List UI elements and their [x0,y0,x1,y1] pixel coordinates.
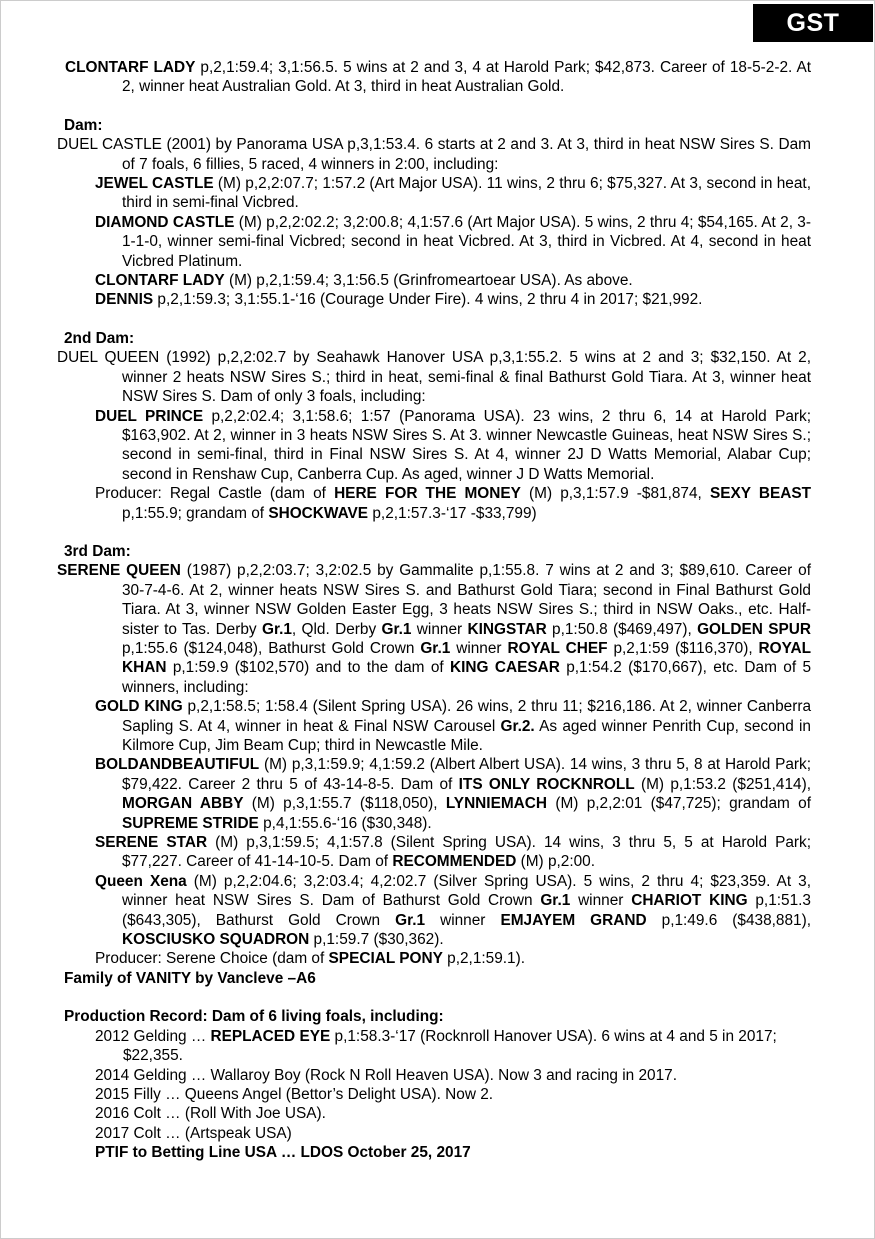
bold-text-run: EMJAYEM GRAND [500,911,647,929]
progeny-entry [57,271,811,290]
bold-text-run: Gr.1 [381,620,412,638]
bold-text-run: GOLD KING [95,698,183,716]
text-run: (M) p,2,2:02.2; 3,2:00.8; 4,1:57.6 (Art Major USA). 5 wins, 2 thru 4; $54,165. At 2, 3-1-1-0, winner semi-final Vicbred; second in heat Vicbred. At 3, third in Vicbred. At 4, second in heat Vicbred Platinum. [122,213,811,270]
bold-text-run: CLONTARF LADY [95,272,225,290]
bold-text-run: Gr.1 [395,911,426,929]
bold-text-run: HERE FOR THE MONEY [334,485,521,503]
bold-text-run: SPECIAL PONY [328,950,443,968]
text-run: 2016 Colt … (Roll With Joe USA). [95,1105,326,1123]
bold-text-run: JEWEL CASTLE [95,175,214,193]
second-dam-entry [57,348,811,406]
bold-text-run: Queen Xena [95,872,187,890]
text-run: Producer: Regal Castle (dam of [95,485,335,503]
text-run: p,2,1:59.3; 3,1:55.1-‘16 (Courage Under Fire). 4 wins, 2 thru 4 in 2017; $21,992. [153,291,703,309]
text-run: Producer: Serene Choice (dam of [95,950,329,968]
text-run: winner [411,620,468,638]
bold-text-run: CLONTARF LADY [65,59,196,76]
text-run: (M) p,1:53.2 ($251,414), [634,775,811,793]
text-run: (1987) p,2,2:03.7; 3,2:02.5 by Gammalite p,1:55.8. 7 wins at 2 and 3; $89,610. Career of 30-7-4-6. At 2, winner heats NSW Sires S. and Bathurst Gold Tiara; second in Final Bathurst Gold Tiara. At 3, winner NSW Golden Easter Egg, 3 heats NSW Sires S.; third in NSW Oaks., etc. Half-sister to Tas. Derby [122,562,811,638]
producer-note [57,484,811,523]
text-run: p,2,1:58.5; 1:58.4 (Silent Spring USA). 26 wins, 2 thru 11; $216,186. At 2, winner Canberra Sapling S. At 4, winner in heat & Final NSW Carousel [122,698,811,735]
text-run: p,4,1:55.6-‘16 ($30,348). [258,814,432,832]
gst-badge [753,4,873,42]
text-run: p,2,2:02.4; 3,1:58.6; 1:57 (Panorama USA). 23 wins, 2 thru 6, 14 at Harold Park; $163,902. At 2, winner in 3 heats NSW Sires S. At 3. winner Newcastle Guineas, heat NSW Sires S.; second in semi-final, third in Final NSW Sires S. At 4, winner 2J D Watts Memorial, Alabar Cup; second in Renshaw Cup, Canberra Cup. As aged, winner J D Watts Memorial. [122,407,812,483]
text-run: 2014 Gelding … Wallaroy Boy (Rock N Roll Heaven USA). Now 3 and racing in 2017. [95,1066,677,1084]
dam-heading [57,116,811,135]
progeny-entry [57,755,811,833]
text-run: (M) p,3,1:55.7 ($118,050), [243,795,446,813]
text-run: winner [450,639,508,657]
text-run: (M) p,3,1:59.5; 4,1:57.8 (Silent Spring USA). 14 wins, 3 thru 5, 5 at Harold Park; $77,227. Career of 41-14-10-5. Dam of [122,834,811,871]
text-run: p,1:59.7 ($30,362). [309,931,444,949]
text-run: (M) p,2:00. [516,853,596,871]
text-run: p,1:55.6 ($124,048), Bathurst Gold Crown [122,639,421,657]
progeny-entry [57,872,811,950]
bold-text-run: REPLACED EYE [210,1027,331,1045]
production-entry [57,1066,811,1085]
text-run: p,1:58.3-‘17 (Rocknroll Hanover USA). 6 wins at 4 and 5 in 2017; $22,355. [123,1027,777,1065]
gst-label: GST [786,8,840,37]
production-record-heading [57,1007,811,1026]
third-dam-heading [57,542,811,561]
bold-text-run: DENNIS [95,291,154,309]
text-run: (M) p,2,2:04.6; 3,2:03.4; 4,2:02.7 (Silver Spring USA). 5 wins, 2 thru 4; $23,359. At 3, winner heat NSW Sires S. Dam of Bathurst Gold Crown [122,872,811,910]
text-run: 2012 Gelding … [95,1027,211,1045]
text-run: p,2,1:59 ($116,370), [607,639,759,657]
text-run: p,2,1:57.3-‘17 -$33,799) [368,504,537,522]
ptif-line [57,1143,811,1162]
bold-text-run: SERENE STAR [95,834,208,852]
progeny-entry [57,290,811,309]
text-run: DUEL CASTLE (2001) by Panorama USA p,3,1:53.4. 6 starts at 2 and 3. At 3, third in heat NSW Sires S. Dam of 7 foals, 6 fillies, 5 raced, 4 winners in 2:00, including: [57,136,811,173]
text-run: As aged winner Penrith Cup, second in Kilmore Cup, Jim Beam Cup; third in Newcastle Mile. [122,717,811,754]
text-run: (M) p,2,2:07.7; 1:57.2 (Art Major USA). 11 wins, 2 thru 6; $75,327. At 3, second in heat, third in semi-final Vicbred. [122,175,811,212]
text-run: p,2,1:59.1). [442,950,526,968]
bold-text-run: DIAMOND CASTLE [95,213,235,231]
bold-text-run: PTIF to Betting Line USA … LDOS October 25, 2017 [95,1144,471,1162]
bold-text-run: SHOCKWAVE [268,504,369,522]
bold-text-run: Gr.2. [500,717,535,735]
bold-text-run: DUEL PRINCE [95,407,204,425]
progeny-entry [57,174,811,213]
bold-text-run: LYNNIEMACH [445,795,548,813]
producer-note [57,949,811,968]
text-run: p,1:59.9 ($102,570) and to the dam of [166,659,451,677]
family-line [57,969,811,988]
text-run: p,1:51.3 ($643,305), Bathurst Gold Crown [122,892,811,929]
production-entry [57,1085,811,1104]
bold-text-run: 3rd Dam: [64,542,131,560]
bold-text-run: MORGAN ABBY [122,795,244,813]
text-run: , Qld. Derby [291,620,382,638]
text-run: winner [570,892,632,910]
text-run: (M) p,2,2:01 ($47,725); grandam of [547,795,811,813]
bold-text-run: SUPREME STRIDE [122,814,259,832]
bold-text-run: CHARIOT KING [631,892,748,910]
third-dam-entry [57,561,811,697]
document-body [57,58,811,1163]
bold-text-run: 2nd Dam: [64,329,135,347]
bold-text-run: RECOMMENDED [392,853,517,871]
progeny-entry [57,407,811,485]
bold-text-run: SERENE QUEEN [57,562,181,580]
progeny-entry [57,833,811,872]
production-entry [57,1027,811,1066]
progeny-entry [57,697,811,755]
text-run: p,1:55.9; grandam of [122,504,269,522]
text-run: (M) p,3,1:59.9; 4,1:59.2 (Albert Albert USA). 14 wins, 3 thru 5, 8 at Harold Park; $79,422. Career 2 thru 5 of 43-14-8-5. Dam of [122,756,811,793]
bold-text-run: KINGSTAR [467,620,547,638]
bold-text-run: ROYAL CHEF [507,639,608,657]
text-run: winner [425,911,501,929]
text-run: DUEL QUEEN (1992) p,2,2:02.7 by Seahawk Hanover USA p,3,1:55.2. 5 wins at 2 and 3; $32,150. At 2, winner 2 heats NSW Sires S.; third in heat, semi-final & final Bathurst Gold Tiara. At 3, winner heat NSW Sires S. Dam of only 3 foals, including: [57,349,811,406]
text-run: 2017 Colt … (Artspeak USA) [95,1124,292,1142]
production-entry [57,1104,811,1123]
text-run: p,1:54.2 ($170,667), etc. Dam of 5 winners, including: [122,659,812,696]
text-run: p,1:49.6 ($438,881), [646,911,811,929]
bold-text-run: KOSCIUSKO SQUADRON [122,931,310,949]
bold-text-run: Production Record: Dam of 6 living foals, including: [64,1008,444,1026]
text-run: p,1:50.8 ($469,497), [546,620,698,638]
text-run: (M) p,2,1:59.4; 3,1:56.5 (Grinfromeartoear USA). As above. [224,272,633,290]
bold-text-run: SEXY BEAST [709,485,812,503]
progeny-entry [57,213,811,271]
bold-text-run: Gr.1 [261,620,292,638]
text-run: p,2,1:59.4; 3,1:56.5. 5 wins at 2 and 3, 4 at Harold Park; $42,873. Career of 18-5-2-2. At 2, winner heat Australian Gold. At 3, third in heat Australian Gold. [122,59,811,96]
bold-text-run: KING CAESAR [450,659,560,677]
bold-text-run: ITS ONLY ROCKNROLL [458,775,635,793]
bold-text-run: GOLDEN SPUR [697,620,811,638]
bold-text-run: Family of VANITY by Vancleve –A6 [64,969,316,987]
bold-text-run: Gr.1 [420,639,451,657]
text-run: 2015 Filly … Queens Angel (Bettor’s Delight USA). Now 2. [95,1085,494,1103]
bold-text-run: ROYAL KHAN [122,639,811,677]
dam-entry [57,135,811,174]
second-dam-heading [57,329,811,348]
production-entry [57,1124,811,1143]
bold-text-run: Gr.1 [540,892,571,910]
lot-summary [57,58,811,97]
bold-text-run: BOLDANDBEAUTIFUL [95,756,260,774]
bold-text-run: Dam: [64,116,103,134]
text-run: (M) p,3,1:57.9 -$81,874, [520,485,710,503]
